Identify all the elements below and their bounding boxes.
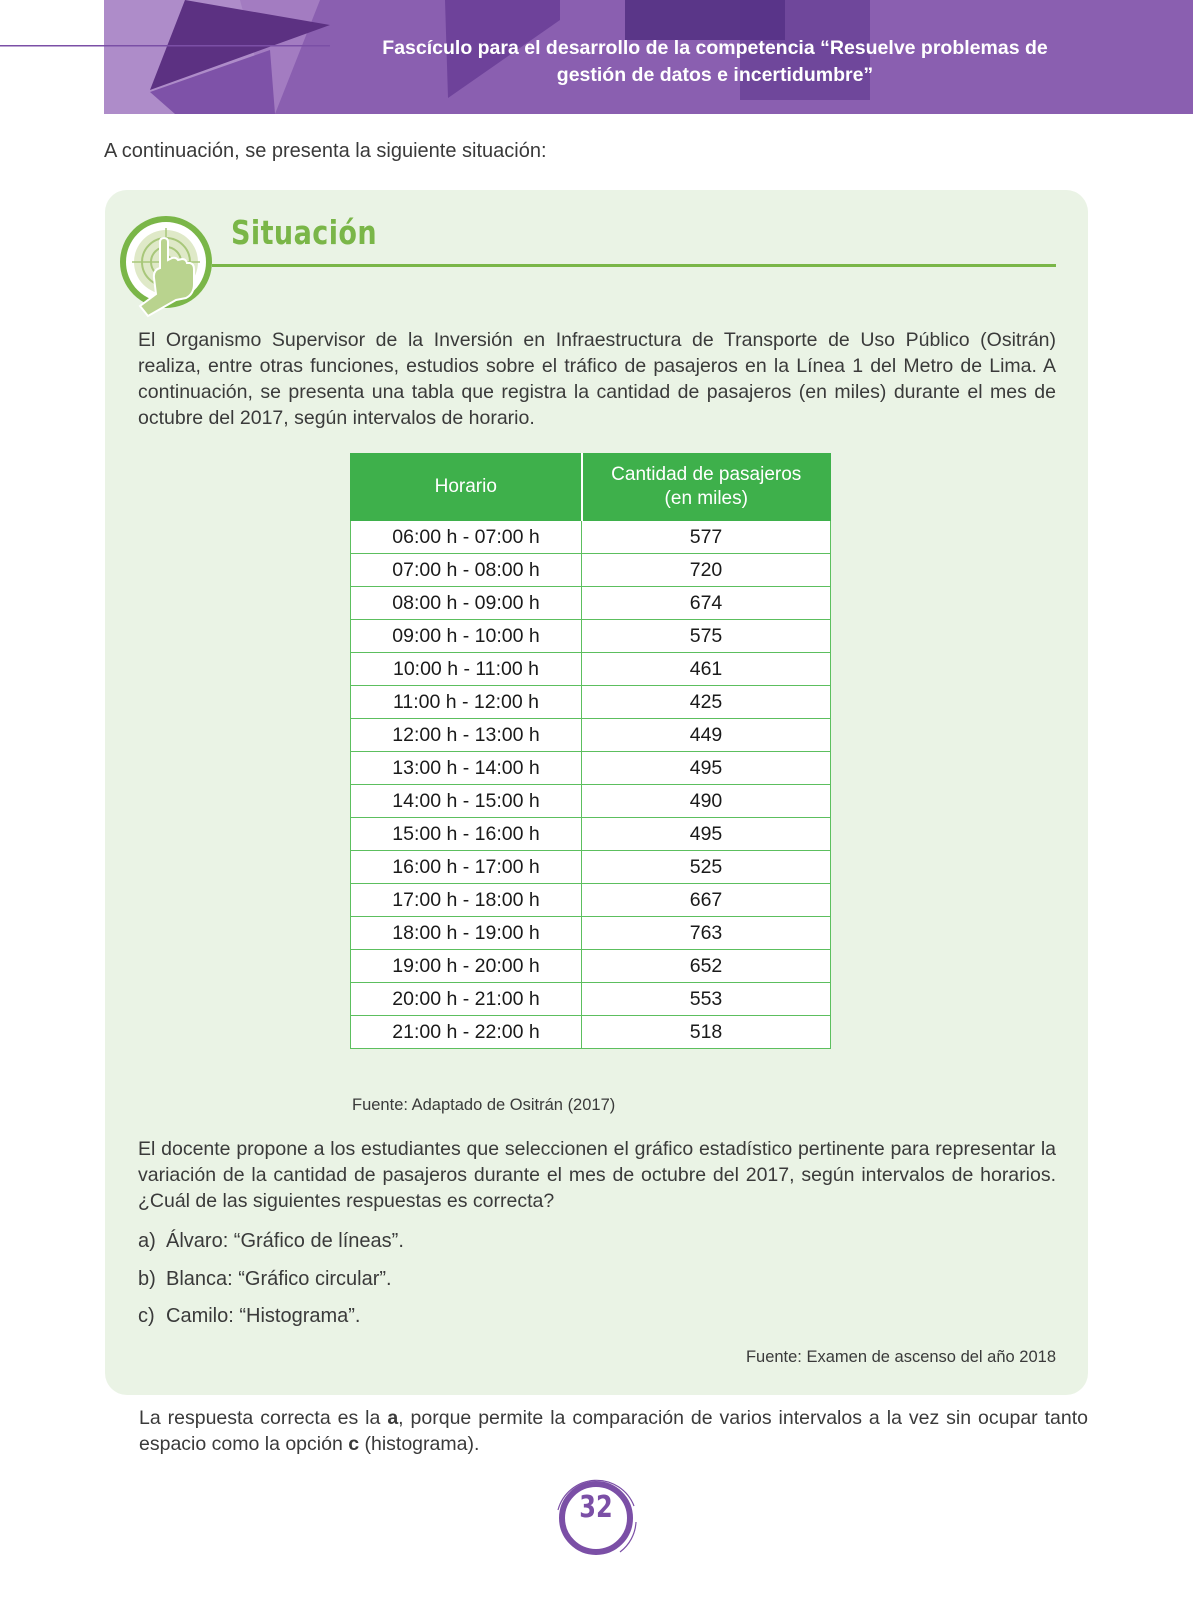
passengers-table	[350, 453, 831, 1049]
touch-target-icon	[120, 212, 218, 322]
option-b	[138, 1268, 392, 1291]
header-horario: Horario	[351, 454, 582, 521]
cell-cantidad: 495	[582, 818, 831, 851]
cell-horario: 17:00 h - 18:00 h	[351, 884, 582, 917]
answer-part1: La respuesta correcta es la	[139, 1407, 388, 1429]
answer-bold-a: a	[387, 1407, 399, 1429]
table-body	[351, 521, 831, 1049]
table-row	[351, 785, 831, 818]
situation-paragraph: El Organismo Supervisor de la Inversión en Infraestructura de Transporte de Uso Público (Ositrán) realiza, entre otras funciones, estudios sobre el tráfico de pasajeros en la Línea 1 del Metro de Lima. A continuación, se presenta una tabla que registra la cantidad de pasajeros (en miles) durante el mes de octubre del 2017, según intervalos de horario.	[138, 329, 1056, 429]
option-c	[138, 1305, 360, 1328]
cell-horario: 07:00 h - 08:00 h	[351, 554, 582, 587]
cell-horario: 16:00 h - 17:00 h	[351, 851, 582, 884]
option-a	[138, 1230, 404, 1253]
cell-cantidad: 577	[582, 521, 831, 554]
table-row	[351, 917, 831, 950]
page-number: 32	[579, 1490, 613, 1525]
table-row	[351, 521, 831, 554]
answer-bold-c: c	[348, 1433, 360, 1455]
cell-cantidad: 461	[582, 653, 831, 686]
question-paragraph: El docente propone a los estudiantes que seleccionen el gráfico estadístico pertinente para representar la variación de la cantidad de pasajeros durante el mes de octubre del 2017, según intervalos de horarios. ¿Cuál de las siguientes respuestas es correcta?	[138, 1138, 1056, 1212]
table-row	[351, 818, 831, 851]
situation-divider	[212, 264, 1056, 267]
cell-horario: 10:00 h - 11:00 h	[351, 653, 582, 686]
cell-cantidad: 553	[582, 983, 831, 1016]
cell-cantidad: 449	[582, 719, 831, 752]
table-row	[351, 719, 831, 752]
cell-cantidad: 667	[582, 884, 831, 917]
table-header-row	[351, 454, 831, 521]
table-row	[351, 620, 831, 653]
cell-horario: 19:00 h - 20:00 h	[351, 950, 582, 983]
situation-title: Situación	[231, 213, 378, 252]
option-text: Camilo: “Histograma”.	[166, 1305, 361, 1327]
cell-horario: 11:00 h - 12:00 h	[351, 686, 582, 719]
cell-horario: 20:00 h - 21:00 h	[351, 983, 582, 1016]
table-row	[351, 1016, 831, 1049]
cell-horario: 14:00 h - 15:00 h	[351, 785, 582, 818]
cell-cantidad: 490	[582, 785, 831, 818]
cell-cantidad: 674	[582, 587, 831, 620]
cell-horario: 18:00 h - 19:00 h	[351, 917, 582, 950]
option-letter: a)	[138, 1230, 156, 1252]
situation-source: Fuente: Examen de ascenso del año 2018	[745, 1348, 1056, 1366]
fascicle-title-line1: Fascículo para el desarrollo de la competencia “Resuelve problemas de	[382, 37, 1048, 59]
option-letter: b)	[138, 1268, 156, 1290]
option-text: Álvaro: “Gráfico de líneas”.	[166, 1230, 404, 1252]
intro-text: A continuación, se presenta la siguiente situación:	[104, 140, 547, 162]
option-text: Blanca: “Gráfico circular”.	[166, 1268, 392, 1290]
cell-horario: 13:00 h - 14:00 h	[351, 752, 582, 785]
table-row	[351, 587, 831, 620]
cell-cantidad: 525	[582, 851, 831, 884]
answer-part3: (histograma).	[359, 1433, 480, 1455]
cell-horario: 12:00 h - 13:00 h	[351, 719, 582, 752]
answer-paragraph	[139, 1405, 1088, 1457]
header-cantidad-line2: (en miles)	[664, 488, 748, 509]
table-source: Fuente: Adaptado de Ositrán (2017)	[352, 1096, 616, 1114]
table-row	[351, 686, 831, 719]
option-letter: c)	[138, 1305, 155, 1327]
header-cantidad-line1: Cantidad de pasajeros	[611, 464, 802, 485]
page-header	[0, 0, 1193, 114]
header-cantidad	[582, 454, 831, 521]
cell-cantidad: 575	[582, 620, 831, 653]
cell-cantidad: 425	[582, 686, 831, 719]
cell-horario: 08:00 h - 09:00 h	[351, 587, 582, 620]
answer-part2: , porque permite la comparación de varios intervalos a la vez sin ocupar tanto espacio como la opción	[139, 1407, 1088, 1455]
table-row	[351, 653, 831, 686]
fascicle-title-line2: gestión de datos e incertidumbre”	[556, 64, 874, 86]
cell-cantidad: 518	[582, 1016, 831, 1049]
cell-cantidad: 763	[582, 917, 831, 950]
table-row	[351, 752, 831, 785]
table-row	[351, 554, 831, 587]
cell-cantidad: 720	[582, 554, 831, 587]
cell-horario: 21:00 h - 22:00 h	[351, 1016, 582, 1049]
cell-horario: 06:00 h - 07:00 h	[351, 521, 582, 554]
table-row	[351, 983, 831, 1016]
cell-cantidad: 652	[582, 950, 831, 983]
table-row	[351, 851, 831, 884]
cell-horario: 09:00 h - 10:00 h	[351, 620, 582, 653]
table-row	[351, 884, 831, 917]
cell-cantidad: 495	[582, 752, 831, 785]
cell-horario: 15:00 h - 16:00 h	[351, 818, 582, 851]
fascicle-title	[330, 35, 1100, 89]
table-row	[351, 950, 831, 983]
